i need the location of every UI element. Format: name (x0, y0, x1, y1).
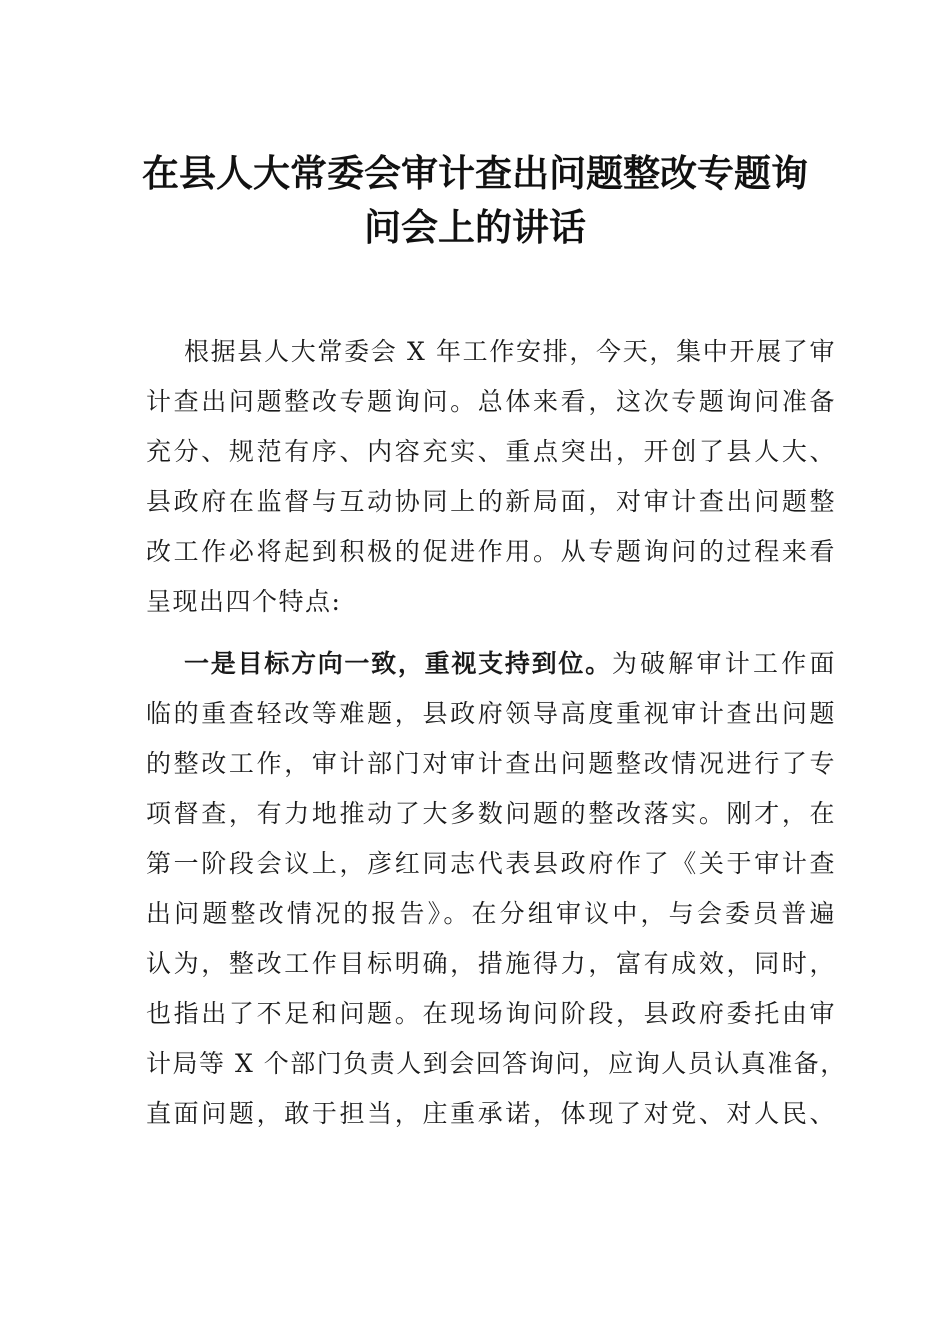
text-line: 计查出问题整改专题询问。总体来看，这次专题询问准备 (146, 387, 836, 416)
text-line: 认为，整改工作目标明确，措施得力，富有成效，同时， (146, 949, 836, 978)
document-body (146, 327, 847, 1139)
text-line: 县政府在监督与互动协同上的新局面，对审计查出问题整 (146, 487, 836, 516)
text-line: 的整改工作，审计部门对审计查出问题整改情况进行了专 (146, 749, 836, 778)
text-line (146, 639, 836, 689)
text-line: 出问题整改情况的报告》。在分组审议中，与会委员普遍 (146, 899, 836, 928)
document-title (120, 146, 830, 254)
text-line: 呈现出四个特点: (146, 587, 342, 616)
paragraph-lead-heading: 一是目标方向一致，重视支持到位。 (184, 649, 612, 678)
text-segment: 为破解审计工作面 (611, 649, 836, 678)
text-line: 直面问题，敢于担当，庄重承诺，体现了对党、对人民、 (146, 1099, 836, 1128)
title-line-2: 问会上的讲话 (364, 205, 586, 249)
title-line-1: 在县人大常委会审计查出问题整改专题询 (142, 151, 808, 195)
text-line: 充分、规范有序、内容充实、重点突出，开创了县人大、 (146, 437, 836, 466)
text-line: 第一阶段会议上，彦红同志代表县政府作了《关于审计查 (146, 849, 836, 878)
text-line: 改工作必将起到积极的促进作用。从专题询问的过程来看 (146, 537, 836, 566)
paragraph-1 (146, 327, 836, 627)
text-line: 也指出了不足和问题。在现场询问阶段，县政府委托由审 (146, 999, 836, 1028)
text-line: 根据县人大常委会 X 年工作安排，今天，集中开展了审 (184, 337, 836, 366)
paragraph-2 (146, 639, 847, 1139)
text-line: 项督查，有力地推动了大多数问题的整改落实。刚才，在 (146, 799, 836, 828)
text-line: 计局等 X 个部门负责人到会回答询问，应询人员认真准备， (146, 1049, 847, 1078)
text-line: 临的重查轻改等难题，县政府领导高度重视审计查出问题 (146, 699, 836, 728)
